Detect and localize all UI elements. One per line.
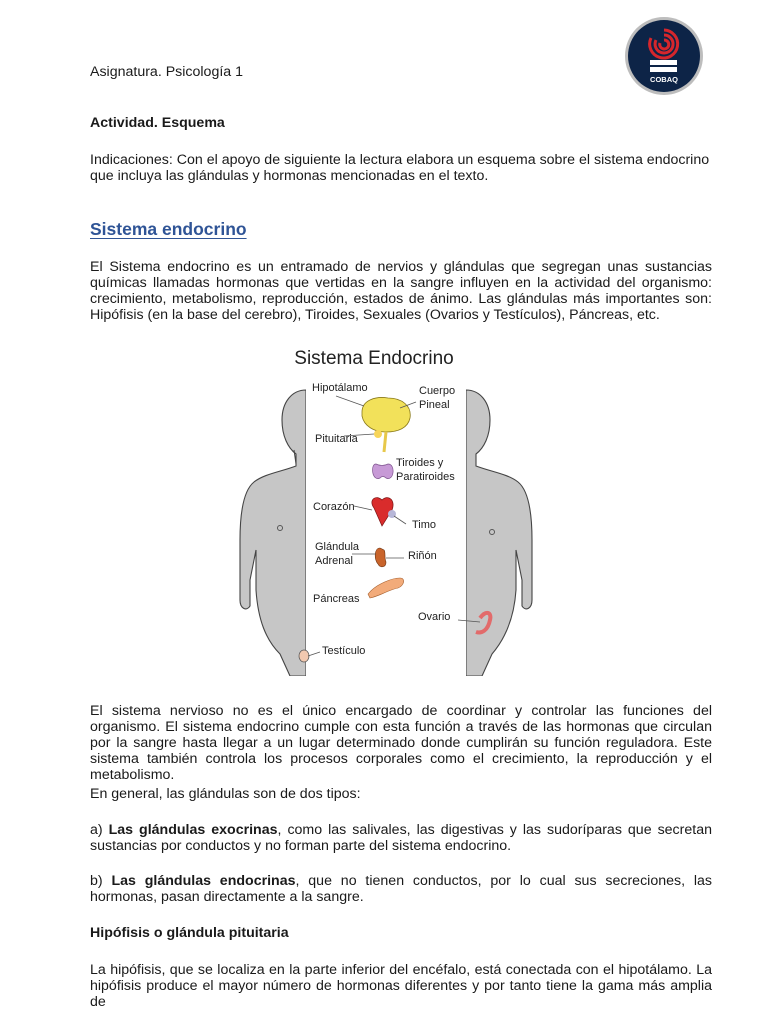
instructions: Indicaciones: Con el apoyo de siguiente la lectura elabora un esquema sobre el sistema endocrino que incluya las glándulas y hormonas mencionadas en el texto. (90, 152, 710, 184)
label-corazon: Corazón (313, 501, 355, 513)
subheading-hipofisis: Hipófisis o glándula pituitaria (90, 925, 289, 941)
label-paratiroides: Paratiroides (396, 471, 455, 483)
thyroid-icon (373, 464, 394, 479)
type-b-text: , que no tienen conductos, por lo cual sus secreciones, las hormonas, pasan directamente a la sangre. (90, 873, 712, 905)
label-ovario: Ovario (418, 611, 451, 623)
figure-title: Sistema Endocrino (294, 348, 454, 369)
types-intro: En general, las glándulas son de dos tipos: (90, 786, 361, 802)
activity-title: Actividad. Esquema (90, 115, 225, 131)
label-adrenal: Adrenal (315, 555, 353, 567)
label-pituitaria: Pituitaria (315, 433, 358, 445)
label-testiculo: Testículo (322, 645, 366, 657)
label-glandula: Glándula (315, 541, 360, 553)
testicle-icon (299, 650, 309, 662)
label-timo: Timo (412, 519, 437, 531)
section-title: Sistema endocrino (90, 219, 247, 239)
cobaq-logo (624, 16, 704, 96)
type-a-text: , como las salivales, las digestivas y las sudoríparas que secretan sustancias por conductos y no forman parte del sistema endocrino. (90, 822, 712, 854)
type-b-paragraph (90, 873, 712, 905)
label-hipotalamo: Hipotálamo (312, 382, 368, 394)
label-tiroides: Tiroides y (396, 457, 444, 469)
label-pancreas: Páncreas (313, 593, 360, 605)
type-a-prefix: a) (90, 822, 109, 838)
type-b-prefix: b) (90, 873, 112, 889)
body-silhouette-left (240, 390, 306, 676)
paragraph-2: El sistema nervioso no es el único encargado de coordinar y controlar las funciones del organismo. El sistema endocrino cumple con esta función a través de las hormonas que circulan por la sangre hasta llegar a un lugar determinado donde cumplirán su función reguladora. Este sistema también controla los procesos corporales como el crecimiento, la reproducción y el metabolismo. (90, 703, 712, 783)
intro-paragraph: El Sistema endocrino es un entramado de nervios y glándulas que segregan unas sustancias químicas llamadas hormonas que vertidas en la sangre influyen en la actividad del organismo: crecimiento, metabolismo, reproducción, estados de ánimo. Las glándulas más importantes son: Hipófisis (en la base del cerebro), Tiroides, Sexuales (Ovarios y Testículos), Páncreas, etc. (90, 259, 712, 323)
type-b-term: Las glándulas endocrinas (111, 873, 296, 889)
type-a-term: Las glándulas exocrinas (108, 822, 278, 838)
label-cuerpo: Cuerpo (419, 385, 456, 397)
endocrine-figure (236, 340, 536, 676)
subject-line: Asignatura. Psicología 1 (90, 64, 244, 80)
label-rinon: Riñón (408, 550, 437, 562)
label-pineal: Pineal (419, 399, 450, 411)
paragraph-last: La hipófisis, que se localiza en la parte inferior del encéfalo, está conectada con el hipotálamo. La hipófisis produce el mayor número de hormonas diferentes y por tanto tiene la gama más amplia de (90, 962, 712, 1010)
logo-text: COBAQ (650, 75, 678, 84)
type-a-paragraph (90, 822, 712, 854)
